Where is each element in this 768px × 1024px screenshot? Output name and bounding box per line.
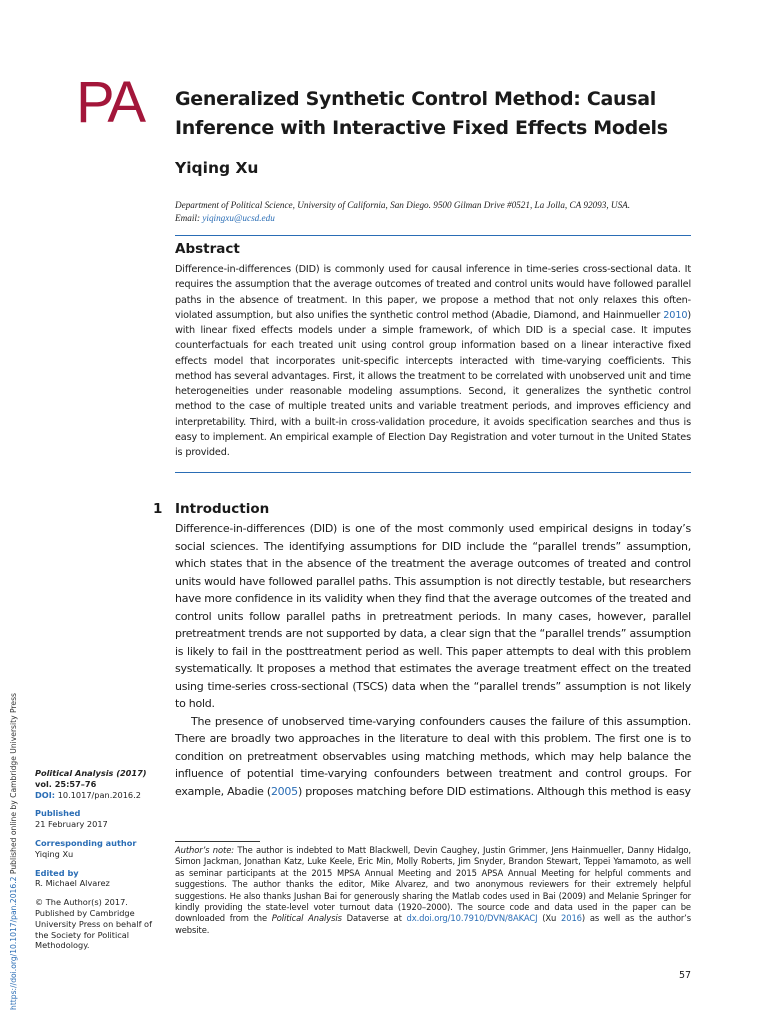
author-note-text-d: ) as well as the author’s website. bbox=[175, 913, 692, 935]
editor-name: R. Michael Alvarez bbox=[35, 878, 110, 889]
intro-paragraph-2-text-b: ) proposes matching before DID estimations. Although this method is easy bbox=[297, 784, 691, 798]
abstract-text-a: Difference-in-differences (DID) is commonly used for causal inference in time-series cross-sectional data. It requires the assumption that the average outcomes of treated and control units would have followed parallel paths in the absence of treatment. In this paper, we propose a method that not only relaxes this often-violated assumption, but also unifies the synthetic control method (Abadie, Diamond, and Hainmueller bbox=[175, 264, 691, 321]
author-note-label: Author’s note: bbox=[175, 845, 234, 855]
intro-paragraph-2-text-a: The presence of unobserved time-varying confounders causes the failure of this assumption. There are broadly two approaches in the literature to deal with this problem. The first one is to condition on pretreatment observables using matching methods, which may help balance the influence of potential time-varying confounders between treatment and control groups. For example, Abadie ( bbox=[175, 714, 691, 798]
section-number: 1 bbox=[153, 501, 163, 517]
author-note-text-b: Dataverse at bbox=[341, 913, 407, 924]
doi-line bbox=[35, 790, 160, 801]
abstract-body bbox=[175, 262, 691, 460]
introduction-body bbox=[175, 520, 691, 800]
doi-value: 10.1017/pan.2016.2 bbox=[57, 789, 141, 800]
citation-link-2010[interactable]: 2010 bbox=[663, 309, 688, 321]
email-label: Email: bbox=[175, 212, 201, 223]
author-note bbox=[175, 845, 691, 936]
journal-logo: PA bbox=[76, 70, 144, 135]
author-note-text-c: (Xu bbox=[537, 913, 561, 924]
journal-volume: vol. 25:57–76 bbox=[35, 778, 97, 789]
abstract-heading: Abstract bbox=[175, 241, 240, 257]
corresponding-label: Corresponding author bbox=[35, 837, 137, 848]
editor-info bbox=[35, 868, 160, 890]
edited-label: Edited by bbox=[35, 867, 79, 878]
published-info bbox=[35, 808, 160, 830]
doi-label: DOI: bbox=[35, 789, 56, 800]
author-note-text-a: The author is indebted to Matt Blackwell, Devin Caughey, Justin Grimmer, Jens Hainmueller, Danny Hidalgo, Simon Jackman, Jonathan Katz, Luke Keele, Eric Min, Molly Roberts, Jim Snyder, Brandon Stewart, Teppei Yamamoto, as well as seminar participants at the 2015 MPSA Annual Meeting and 2015 APSA Annual Meeting for helpful comments and suggestions. The author thanks the editor, Mike Alvarez, and two anonymous reviewers for their extremely helpful suggestions. He also thanks Jushan Bai for generously sharing the Matlab codes used in Bai (2009) and Melanie Springer for kindly providing the state-level voter turnout data (1920–2000). The source code and data used in the paper can be downloaded from the bbox=[175, 845, 691, 924]
email-link[interactable]: yiqingxu@ucsd.edu bbox=[202, 212, 275, 223]
intro-paragraph-2 bbox=[175, 713, 691, 801]
vertical-doi-notice bbox=[9, 693, 18, 1010]
footnote-rule bbox=[175, 841, 260, 842]
corresponding-info bbox=[35, 838, 160, 860]
dataverse-link[interactable]: dx.doi.org/10.7910/DVN/8AKACJ bbox=[406, 913, 538, 924]
citation-link-2005[interactable]: 2005 bbox=[270, 784, 298, 798]
abstract-bottom-rule bbox=[175, 472, 691, 473]
section-heading: Introduction bbox=[175, 501, 270, 517]
citation-link-2016[interactable]: 2016 bbox=[561, 913, 582, 924]
paper-title: Generalized Synthetic Control Method: Causal Inference with Interactive Fixed Effects Models bbox=[175, 88, 668, 139]
copyright-notice: © The Author(s) 2017. Published by Cambridge University Press on behalf of the Society for Political Methodology. bbox=[35, 897, 152, 951]
vertical-doi-text: Published online by Cambridge University Press bbox=[9, 693, 18, 877]
journal-name: Political Analysis (2017) bbox=[35, 768, 147, 778]
affiliation-dept: Department of Political Science, University of California, San Diego. 9500 Gilman Drive #0521, La Jolla, CA 92093, USA. bbox=[175, 200, 631, 210]
abstract-text-b: ) with linear fixed effects models under a simple framework, of which DID is a special case. It imputes counterfactuals for each treated unit using control group information based on a linear interactive fixed effects model that incorporates unit-specific intercepts interacted with time-varying coefficients. This method has several advantages. First, it allows the treatment to be correlated with unobserved unit and time heterogeneities under reasonable modeling assumptions. Second, it generalizes the synthetic control method to the case of multiple treated units and variable treatment periods, and improves efficiency and interpretability. Third, with a built-in cross-validation procedure, it avoids specification searches and thus is easy to implement. An empirical example of Election Day Registration and voter turnout in the United States is provided. bbox=[175, 309, 691, 458]
intro-paragraph-1: Difference-in-differences (DID) is one of the most commonly used empirical designs in today’s social sciences. The identifying assumptions for DID include the “parallel trends” assumption, which states that in the absence of the treatment the average outcomes of treated and control units would have followed parallel paths. This assumption is not directly testable, but researchers have more confidence in its validity when they find that the average outcomes of the treated and control units follow parallel paths in pretreatment periods. In many cases, however, parallel pretreatment trends are not supported by data, a clear sign that the “parallel trends” assumption is likely to fail in the posttreatment period as well. This paper attempts to deal with this problem systematically. It proposes a method that estimates the average treatment effect on the treated using time-series cross-sectional (TSCS) data when the “parallel trends” assumption is not likely to hold. bbox=[175, 522, 691, 710]
vertical-doi-link[interactable]: https://doi.org/10.1017/pan.2016.2 bbox=[9, 876, 18, 1010]
author-name: Yiqing Xu bbox=[175, 159, 259, 177]
author-affiliation bbox=[175, 199, 695, 224]
page-number: 57 bbox=[679, 970, 692, 981]
published-label: Published bbox=[35, 808, 81, 819]
article-info-sidebar bbox=[35, 768, 160, 959]
author-note-journal: Political Analysis bbox=[271, 913, 342, 924]
journal-info bbox=[35, 768, 160, 800]
abstract-top-rule bbox=[175, 235, 691, 236]
corresponding-name: Yiqing Xu bbox=[35, 848, 74, 859]
published-date: 21 February 2017 bbox=[35, 819, 108, 830]
